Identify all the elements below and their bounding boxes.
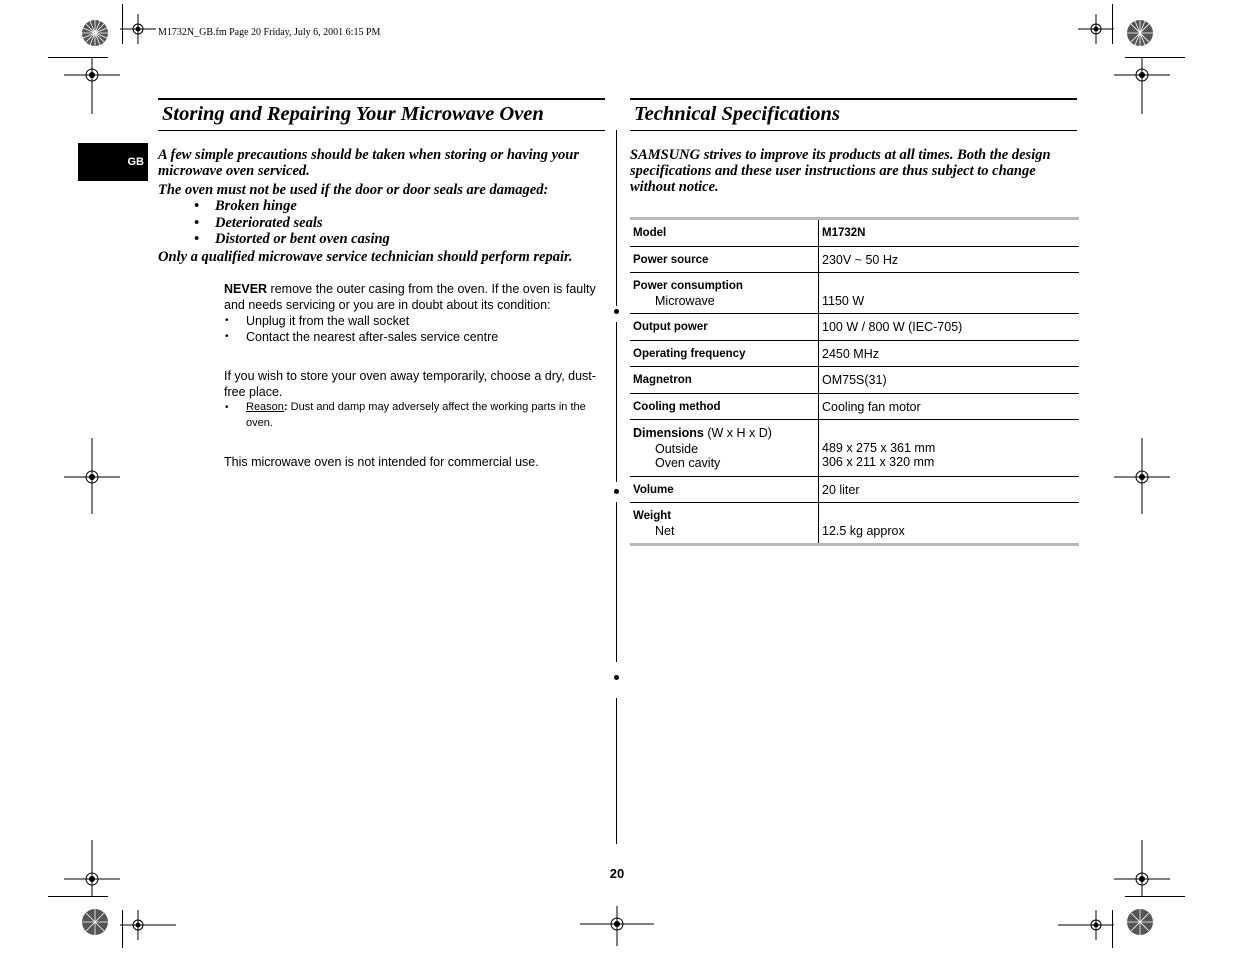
crosshair-icon (580, 906, 654, 946)
crosshair-icon (1058, 910, 1114, 940)
section-title-bar (630, 98, 1077, 131)
spec-value-cell (819, 273, 1080, 314)
spec-label: Volume (630, 476, 819, 503)
table-row (630, 314, 1079, 341)
crosshair-icon (64, 438, 120, 514)
spec-label: Cooling method (630, 393, 819, 420)
spec-label: Operating frequency (630, 340, 819, 367)
spec-intro: SAMSUNG strives to improve its products at all times. Both the design specifications and these user instructions are thus subject to change without notice. (630, 147, 1051, 195)
reason-item (224, 400, 606, 431)
spec-value: 489 x 275 x 361 mm (822, 440, 936, 455)
registration-mark-icon (80, 18, 110, 48)
table-row (630, 219, 1079, 247)
spec-label: Power source (630, 246, 819, 273)
divider-dot (614, 675, 619, 680)
spec-value: 20 liter (819, 476, 1080, 503)
file-info: M1732N_GB.fm Page 20 Friday, July 6, 2001 6:15 PM (158, 27, 381, 38)
spec-label-cell (630, 503, 819, 545)
table-row (630, 503, 1079, 545)
list-item: • Deteriorated seals (194, 215, 606, 232)
crosshair-icon (64, 58, 120, 114)
spec-label: Weight (633, 510, 672, 522)
spec-label: Output power (630, 314, 819, 341)
spec-value: 100 W / 800 W (IEC-705) (819, 314, 1080, 341)
table-row (630, 420, 1079, 477)
list-item: • Contact the nearest after-sales service centre (224, 329, 606, 345)
spec-sublabel: Oven cavity (655, 456, 721, 470)
spec-sublabel: Outside (655, 441, 699, 456)
section-title-bar (158, 98, 605, 131)
never-text: remove the outer casing from the oven. If the oven is faulty and needs servicing or you are in doubt about its condition: (224, 282, 596, 312)
spec-value: 2450 MHz (819, 340, 1080, 367)
divider-dot (614, 309, 619, 314)
repair-note: Only a qualified microwave service technician should perform repair. (158, 248, 573, 265)
crosshair-icon (1114, 438, 1170, 514)
spec-sublabel: Net (655, 523, 675, 538)
column-divider (616, 130, 617, 306)
crosshair-icon (120, 910, 176, 940)
crosshair-icon (120, 14, 156, 44)
spec-label-cell (630, 273, 819, 314)
divider-dot (614, 489, 619, 494)
damage-warning: The oven must not be used if the door or door seals are damaged: (158, 182, 549, 198)
storage-paragraph: If you wish to store your oven away temporarily, choose a dry, dust-free place. (224, 369, 596, 399)
never-list (224, 313, 606, 345)
specifications-table (630, 217, 1079, 546)
section-title: Technical Specifications (634, 103, 840, 125)
list-item: • Distorted or bent oven casing (194, 231, 606, 248)
section-title: Storing and Repairing Your Microwave Oven (162, 103, 544, 125)
reason-list (224, 400, 606, 431)
registration-mark-icon (1125, 18, 1155, 48)
spec-label: Magnetron (630, 367, 819, 394)
crosshair-icon (1114, 840, 1170, 896)
crosshair-icon (64, 840, 120, 896)
spec-label-cell (630, 420, 819, 477)
registration-mark-icon (80, 907, 110, 937)
column-divider (616, 322, 617, 482)
reason-text: Dust and damp may adversely affect the working parts in the oven. (246, 401, 586, 429)
column-divider (616, 698, 617, 844)
spec-value: 12.5 kg approx (822, 523, 905, 538)
list-item: • Broken hinge (194, 198, 606, 215)
never-instructions (224, 281, 606, 345)
page-number: 20 (609, 866, 625, 881)
spec-label: Dimensions (633, 426, 704, 440)
reason-label: Reason (246, 401, 284, 413)
spec-value-cell (819, 420, 1080, 477)
damage-list (158, 198, 606, 248)
spec-value: OM75S(31) (819, 367, 1080, 394)
spec-value-cell (819, 503, 1080, 545)
registration-mark-icon (1125, 907, 1155, 937)
spec-label-line (633, 426, 815, 442)
table-row (630, 246, 1079, 273)
list-item: • Unplug it from the wall socket (224, 313, 606, 329)
never-word: NEVER (224, 282, 268, 296)
commercial-note: This microwave oven is not intended for commercial use. (224, 455, 539, 469)
table-row (630, 340, 1079, 367)
reason-colon: : (283, 401, 288, 413)
column-divider (616, 502, 617, 662)
spec-value: M1732N (819, 219, 1080, 247)
crosshair-icon (1114, 58, 1170, 114)
table-row (630, 393, 1079, 420)
spec-label: Model (630, 219, 819, 247)
spec-value: 1150 W (822, 293, 865, 308)
spec-sublabel: Microwave (655, 293, 715, 308)
spec-label-suffix: (W x H x D) (703, 426, 772, 440)
spec-label: Power consumption (633, 280, 743, 292)
never-paragraph (224, 281, 606, 313)
table-row (630, 476, 1079, 503)
spec-value: 306 x 211 x 320 mm (822, 455, 935, 469)
language-tab: GB (78, 143, 148, 181)
storage-precautions (158, 147, 606, 265)
intro-text: A few simple precautions should be taken when storing or having your microwave oven serviced. (158, 147, 579, 179)
crosshair-icon (1078, 14, 1114, 44)
spec-value: Cooling fan motor (819, 393, 1080, 420)
spec-value: 230V ~ 50 Hz (819, 246, 1080, 273)
table-row (630, 367, 1079, 394)
storage-instructions (224, 368, 606, 431)
table-row (630, 273, 1079, 314)
